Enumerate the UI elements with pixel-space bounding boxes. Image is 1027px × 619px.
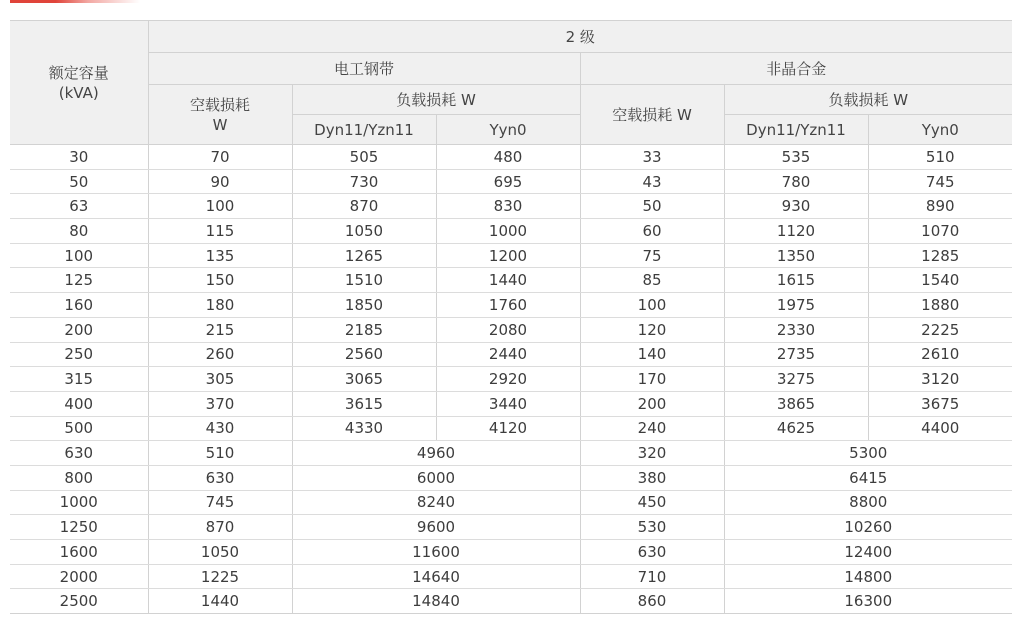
capacity-cell: 80 xyxy=(10,219,148,244)
amorphous-yyn0-cell: 4400 xyxy=(868,416,1012,441)
amorphous-load-loss-cell: 16300 xyxy=(724,589,1012,614)
capacity-cell: 200 xyxy=(10,317,148,342)
amorphous-yyn0-cell: 890 xyxy=(868,194,1012,219)
steel-no-load-cell: 1440 xyxy=(148,589,292,614)
amorphous-dyn11-cell: 780 xyxy=(724,169,868,194)
steel-yyn0-cell: 830 xyxy=(436,194,580,219)
table-row xyxy=(10,219,1012,244)
steel-yyn0-cell: 4120 xyxy=(436,416,580,441)
steel-dyn11-cell: 870 xyxy=(292,194,436,219)
steel-load-loss-cell: 14640 xyxy=(292,564,580,589)
steel-dyn11-cell: 3615 xyxy=(292,391,436,416)
header-row-loss-type xyxy=(10,85,1012,115)
amorphous-no-load-cell: 860 xyxy=(580,589,724,614)
header-row-material xyxy=(10,53,1012,85)
steel-load-loss-cell: 8240 xyxy=(292,490,580,515)
capacity-label: 额定容量 xyxy=(48,63,109,82)
amorphous-load-loss-header: 负载损耗 W xyxy=(724,85,1012,115)
amorphous-no-load-cell: 710 xyxy=(580,564,724,589)
steel-no-load-cell: 180 xyxy=(148,293,292,318)
steel-yyn0-cell: 2080 xyxy=(436,317,580,342)
steel-dyn11-cell: 2560 xyxy=(292,342,436,367)
amorphous-yyn0-cell: 2225 xyxy=(868,317,1012,342)
table-row xyxy=(10,169,1012,194)
steel-no-load-cell: 370 xyxy=(148,391,292,416)
table-row xyxy=(10,145,1012,170)
table-header xyxy=(10,21,1012,145)
steel-dyn11-header: Dyn11/Yzn11 xyxy=(292,115,436,145)
amorphous-yyn0-header: Yyn0 xyxy=(868,115,1012,145)
capacity-cell: 2500 xyxy=(10,589,148,614)
amorphous-dyn11-cell: 4625 xyxy=(724,416,868,441)
amorphous-yyn0-cell: 745 xyxy=(868,169,1012,194)
amorphous-no-load-cell: 530 xyxy=(580,515,724,540)
table-body xyxy=(10,145,1012,614)
amorphous-dyn11-cell: 535 xyxy=(724,145,868,170)
amorphous-yyn0-cell: 1285 xyxy=(868,243,1012,268)
amorphous-no-load-cell: 450 xyxy=(580,490,724,515)
amorphous-dyn11-cell: 2735 xyxy=(724,342,868,367)
capacity-cell: 125 xyxy=(10,268,148,293)
silicon-steel-header: 电工钢带 xyxy=(148,53,580,85)
steel-load-loss-cell: 4960 xyxy=(292,441,580,466)
steel-yyn0-cell: 2920 xyxy=(436,367,580,392)
capacity-cell: 100 xyxy=(10,243,148,268)
amorphous-no-load-cell: 170 xyxy=(580,367,724,392)
amorphous-dyn11-cell: 1350 xyxy=(724,243,868,268)
steel-dyn11-cell: 4330 xyxy=(292,416,436,441)
amorphous-load-loss-cell: 12400 xyxy=(724,540,1012,565)
amorphous-no-load-cell: 43 xyxy=(580,169,724,194)
table-row xyxy=(10,589,1012,614)
amorphous-yyn0-cell: 1880 xyxy=(868,293,1012,318)
amorphous-no-load-cell: 60 xyxy=(580,219,724,244)
steel-yyn0-cell: 1000 xyxy=(436,219,580,244)
capacity-cell: 2000 xyxy=(10,564,148,589)
capacity-cell: 63 xyxy=(10,194,148,219)
steel-no-load-cell: 115 xyxy=(148,219,292,244)
steel-dyn11-cell: 505 xyxy=(292,145,436,170)
amorphous-dyn11-cell: 1120 xyxy=(724,219,868,244)
table-row xyxy=(10,243,1012,268)
steel-load-loss-cell: 11600 xyxy=(292,540,580,565)
amorphous-yyn0-cell: 2610 xyxy=(868,342,1012,367)
amorphous-load-loss-cell: 8800 xyxy=(724,490,1012,515)
steel-no-load-cell: 135 xyxy=(148,243,292,268)
table-row xyxy=(10,194,1012,219)
amorphous-no-load-cell: 120 xyxy=(580,317,724,342)
steel-yyn0-cell: 1760 xyxy=(436,293,580,318)
amorphous-no-load-cell: 75 xyxy=(580,243,724,268)
capacity-cell: 30 xyxy=(10,145,148,170)
amorphous-no-load-cell: 240 xyxy=(580,416,724,441)
amorphous-no-load-cell: 630 xyxy=(580,540,724,565)
table-row xyxy=(10,540,1012,565)
steel-load-loss-cell: 9600 xyxy=(292,515,580,540)
steel-load-loss-cell: 14840 xyxy=(292,589,580,614)
steel-dyn11-cell: 1265 xyxy=(292,243,436,268)
amorphous-dyn11-cell: 3275 xyxy=(724,367,868,392)
capacity-cell: 315 xyxy=(10,367,148,392)
steel-no-load-cell: 510 xyxy=(148,441,292,466)
amorphous-yyn0-cell: 1540 xyxy=(868,268,1012,293)
amorphous-no-load-cell: 320 xyxy=(580,441,724,466)
table-row xyxy=(10,367,1012,392)
amorphous-dyn11-cell: 3865 xyxy=(724,391,868,416)
steel-yyn0-cell: 1440 xyxy=(436,268,580,293)
capacity-cell: 1250 xyxy=(10,515,148,540)
table-row xyxy=(10,268,1012,293)
capacity-cell: 50 xyxy=(10,169,148,194)
amorphous-no-load-cell: 100 xyxy=(580,293,724,318)
steel-no-load-loss-unit: W xyxy=(212,115,228,134)
amorphous-yyn0-cell: 510 xyxy=(868,145,1012,170)
table-row xyxy=(10,465,1012,490)
steel-dyn11-cell: 1850 xyxy=(292,293,436,318)
steel-dyn11-cell: 1510 xyxy=(292,268,436,293)
steel-no-load-cell: 215 xyxy=(148,317,292,342)
steel-no-load-cell: 150 xyxy=(148,268,292,293)
steel-no-load-cell: 745 xyxy=(148,490,292,515)
capacity-cell: 800 xyxy=(10,465,148,490)
steel-no-load-loss-header xyxy=(148,85,292,145)
capacity-cell: 630 xyxy=(10,441,148,466)
amorphous-load-loss-cell: 14800 xyxy=(724,564,1012,589)
steel-no-load-cell: 1225 xyxy=(148,564,292,589)
steel-dyn11-cell: 2185 xyxy=(292,317,436,342)
amorphous-alloy-header: 非晶合金 xyxy=(580,53,1012,85)
amorphous-dyn11-cell: 1975 xyxy=(724,293,868,318)
capacity-header xyxy=(10,21,148,145)
amorphous-no-load-cell: 33 xyxy=(580,145,724,170)
steel-no-load-cell: 630 xyxy=(148,465,292,490)
amorphous-yyn0-cell: 1070 xyxy=(868,219,1012,244)
table-row xyxy=(10,490,1012,515)
capacity-cell: 250 xyxy=(10,342,148,367)
steel-no-load-cell: 70 xyxy=(148,145,292,170)
steel-no-load-cell: 430 xyxy=(148,416,292,441)
amorphous-no-load-cell: 200 xyxy=(580,391,724,416)
steel-no-load-cell: 870 xyxy=(148,515,292,540)
amorphous-load-loss-cell: 10260 xyxy=(724,515,1012,540)
steel-yyn0-cell: 480 xyxy=(436,145,580,170)
amorphous-dyn11-cell: 2330 xyxy=(724,317,868,342)
capacity-cell: 1000 xyxy=(10,490,148,515)
amorphous-no-load-loss-header: 空载损耗 W xyxy=(580,85,724,145)
capacity-cell: 500 xyxy=(10,416,148,441)
steel-dyn11-cell: 3065 xyxy=(292,367,436,392)
table-row xyxy=(10,515,1012,540)
steel-yyn0-cell: 695 xyxy=(436,169,580,194)
capacity-cell: 1600 xyxy=(10,540,148,565)
amorphous-no-load-cell: 380 xyxy=(580,465,724,490)
amorphous-load-loss-cell: 5300 xyxy=(724,441,1012,466)
steel-no-load-cell: 305 xyxy=(148,367,292,392)
title-accent-bar xyxy=(10,0,140,3)
steel-no-load-loss-label: 空载损耗 xyxy=(189,95,250,114)
amorphous-dyn11-header: Dyn11/Yzn11 xyxy=(724,115,868,145)
amorphous-yyn0-cell: 3120 xyxy=(868,367,1012,392)
table-row xyxy=(10,293,1012,318)
table-row xyxy=(10,391,1012,416)
table-row xyxy=(10,441,1012,466)
table-row xyxy=(10,564,1012,589)
steel-load-loss-header: 负载损耗 W xyxy=(292,85,580,115)
amorphous-yyn0-cell: 3675 xyxy=(868,391,1012,416)
steel-no-load-cell: 1050 xyxy=(148,540,292,565)
capacity-unit: (kVA) xyxy=(58,83,99,102)
steel-load-loss-cell: 6000 xyxy=(292,465,580,490)
amorphous-no-load-cell: 50 xyxy=(580,194,724,219)
amorphous-no-load-cell: 85 xyxy=(580,268,724,293)
capacity-cell: 400 xyxy=(10,391,148,416)
steel-dyn11-cell: 1050 xyxy=(292,219,436,244)
table-row xyxy=(10,416,1012,441)
amorphous-dyn11-cell: 1615 xyxy=(724,268,868,293)
steel-yyn0-cell: 2440 xyxy=(436,342,580,367)
transformer-loss-table xyxy=(10,20,1012,614)
amorphous-dyn11-cell: 930 xyxy=(724,194,868,219)
table-row xyxy=(10,342,1012,367)
steel-no-load-cell: 100 xyxy=(148,194,292,219)
amorphous-load-loss-cell: 6415 xyxy=(724,465,1012,490)
steel-yyn0-cell: 3440 xyxy=(436,391,580,416)
steel-yyn0-cell: 1200 xyxy=(436,243,580,268)
amorphous-no-load-cell: 140 xyxy=(580,342,724,367)
steel-dyn11-cell: 730 xyxy=(292,169,436,194)
grade-header: 2 级 xyxy=(148,21,1012,53)
table-row xyxy=(10,317,1012,342)
steel-no-load-cell: 260 xyxy=(148,342,292,367)
capacity-cell: 160 xyxy=(10,293,148,318)
steel-yyn0-header: Yyn0 xyxy=(436,115,580,145)
header-row-grade xyxy=(10,21,1012,53)
steel-no-load-cell: 90 xyxy=(148,169,292,194)
